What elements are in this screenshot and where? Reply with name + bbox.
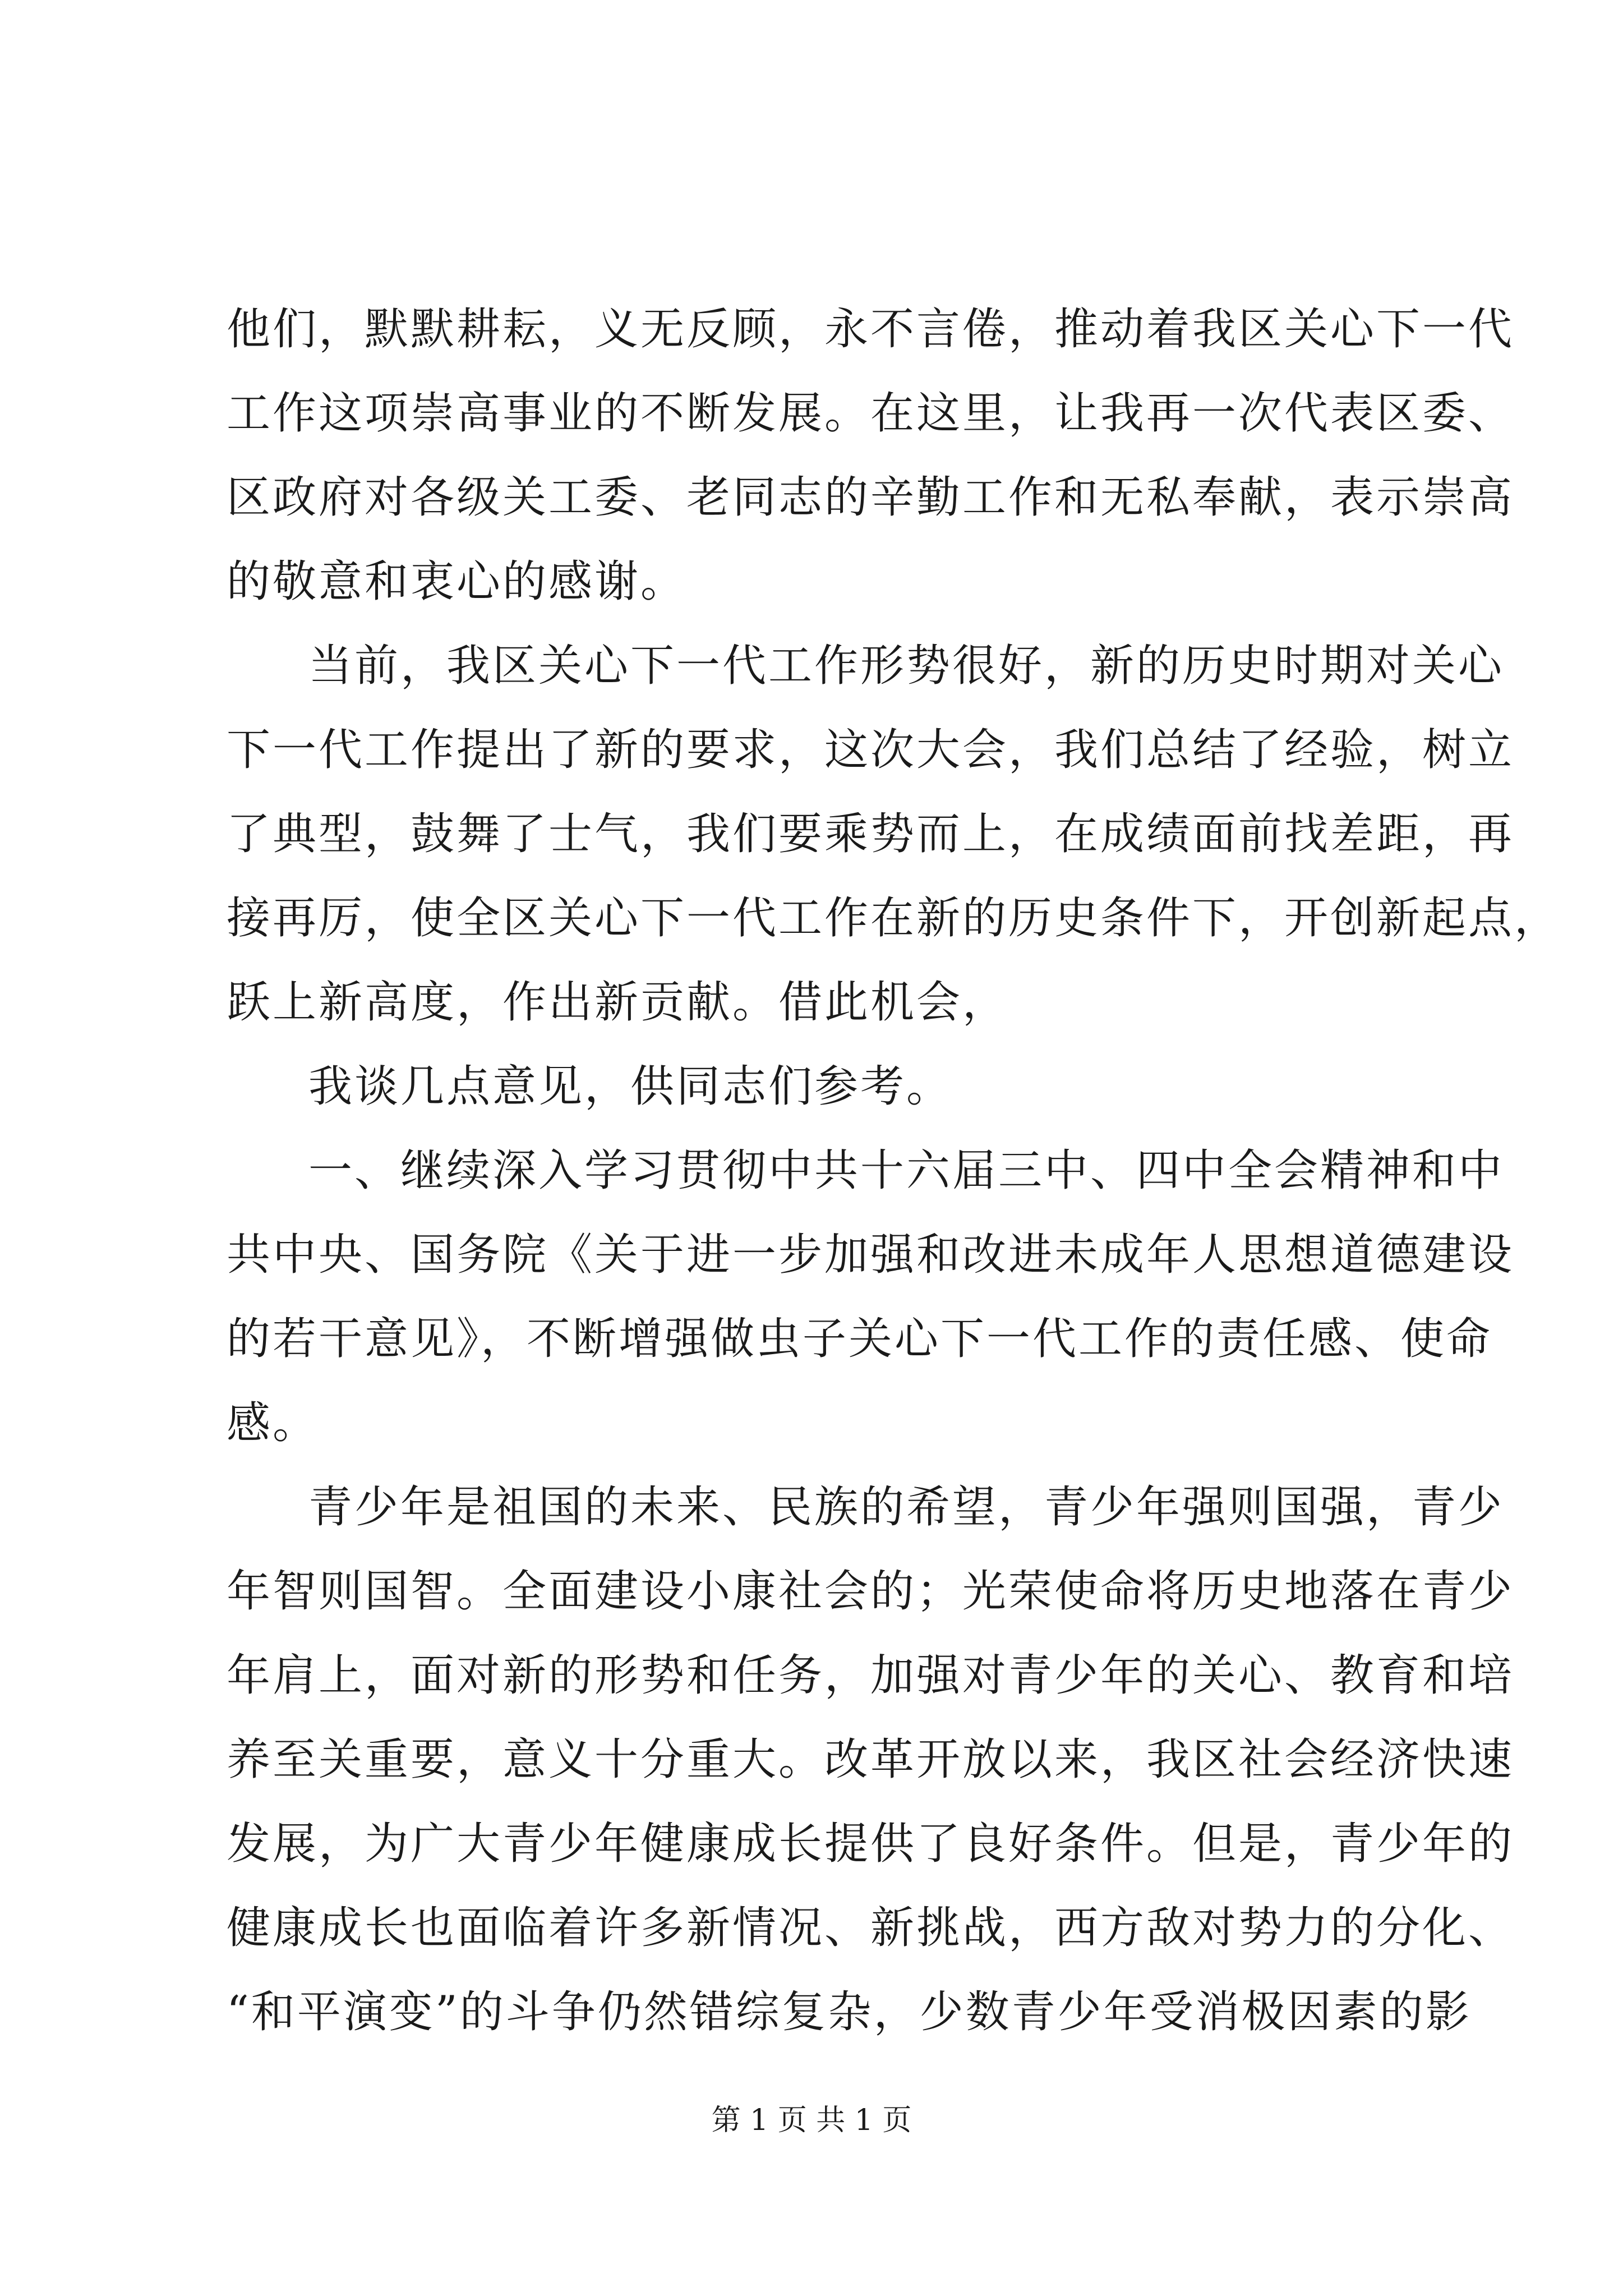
text-line: 工作这项崇高事业的不断发展。在这里，让我再一次代表区委、 (227, 388, 1515, 439)
text-line: 接再厉，使全区关心下一代工作在新的历史条件下，开创新起点， (227, 893, 1561, 944)
text-line: 跃上新高度，作出新贡献。借此机会， (227, 977, 1009, 1028)
text-line: 的敬意和衷心的感谢。 (227, 556, 687, 607)
text-line: 我谈几点意见，供同志们参考。 (308, 1061, 953, 1112)
text-line: 发展，为广大青少年健康成长提供了良好条件。但是，青少年的 (227, 1819, 1515, 1869)
text-line: 共中央、国务院《关于进一步加强和改进未成年人思想道德建设 (227, 1230, 1515, 1280)
text-line: 青少年是祖国的未来、民族的希望，青少年强则国强，青少 (308, 1482, 1505, 1533)
text-line: 一、继续深入学习贯彻中共十六届三中、四中全会精神和中 (308, 1145, 1505, 1196)
text-line: 感。 (227, 1398, 319, 1448)
text-line: 养至关重要，意义十分重大。改革开放以来，我区社会经济快速 (227, 1734, 1515, 1785)
text-line: 健康成长也面临着许多新情况、新挑战，西方敌对势力的分化、 (227, 1903, 1515, 1953)
text-line: 当前，我区关心下一代工作形势很好，新的历史时期对关心 (308, 641, 1505, 691)
text-line: 的若干意见》，不断增强做虫子关心下一代工作的责任感、使命 (227, 1314, 1493, 1364)
page-footer: 第 1 页 共 1 页 (711, 2104, 912, 2137)
text-line: 了典型，鼓舞了士气，我们要乘势而上，在成绩面前找差距，再 (227, 809, 1515, 859)
text-line: 他们，默默耕耘，义无反顾，永不言倦，推动着我区关心下一代 (227, 304, 1515, 355)
text-line: 下一代工作提出了新的要求，这次大会，我们总结了经验，树立 (227, 725, 1515, 775)
text-line: 年智则国智。全面建设小康社会的；光荣使命将历史地落在青少 (227, 1566, 1515, 1617)
text-line: 区政府对各级关工委、老同志的辛勤工作和无私奉献，表示崇高 (227, 472, 1515, 523)
text-line: 年肩上，面对新的形势和任务，加强对青少年的关心、教育和培 (227, 1650, 1515, 1701)
text-line: “和平演变”的斗争仍然错综复杂，少数青少年受消极因素的影 (227, 1987, 1472, 2037)
